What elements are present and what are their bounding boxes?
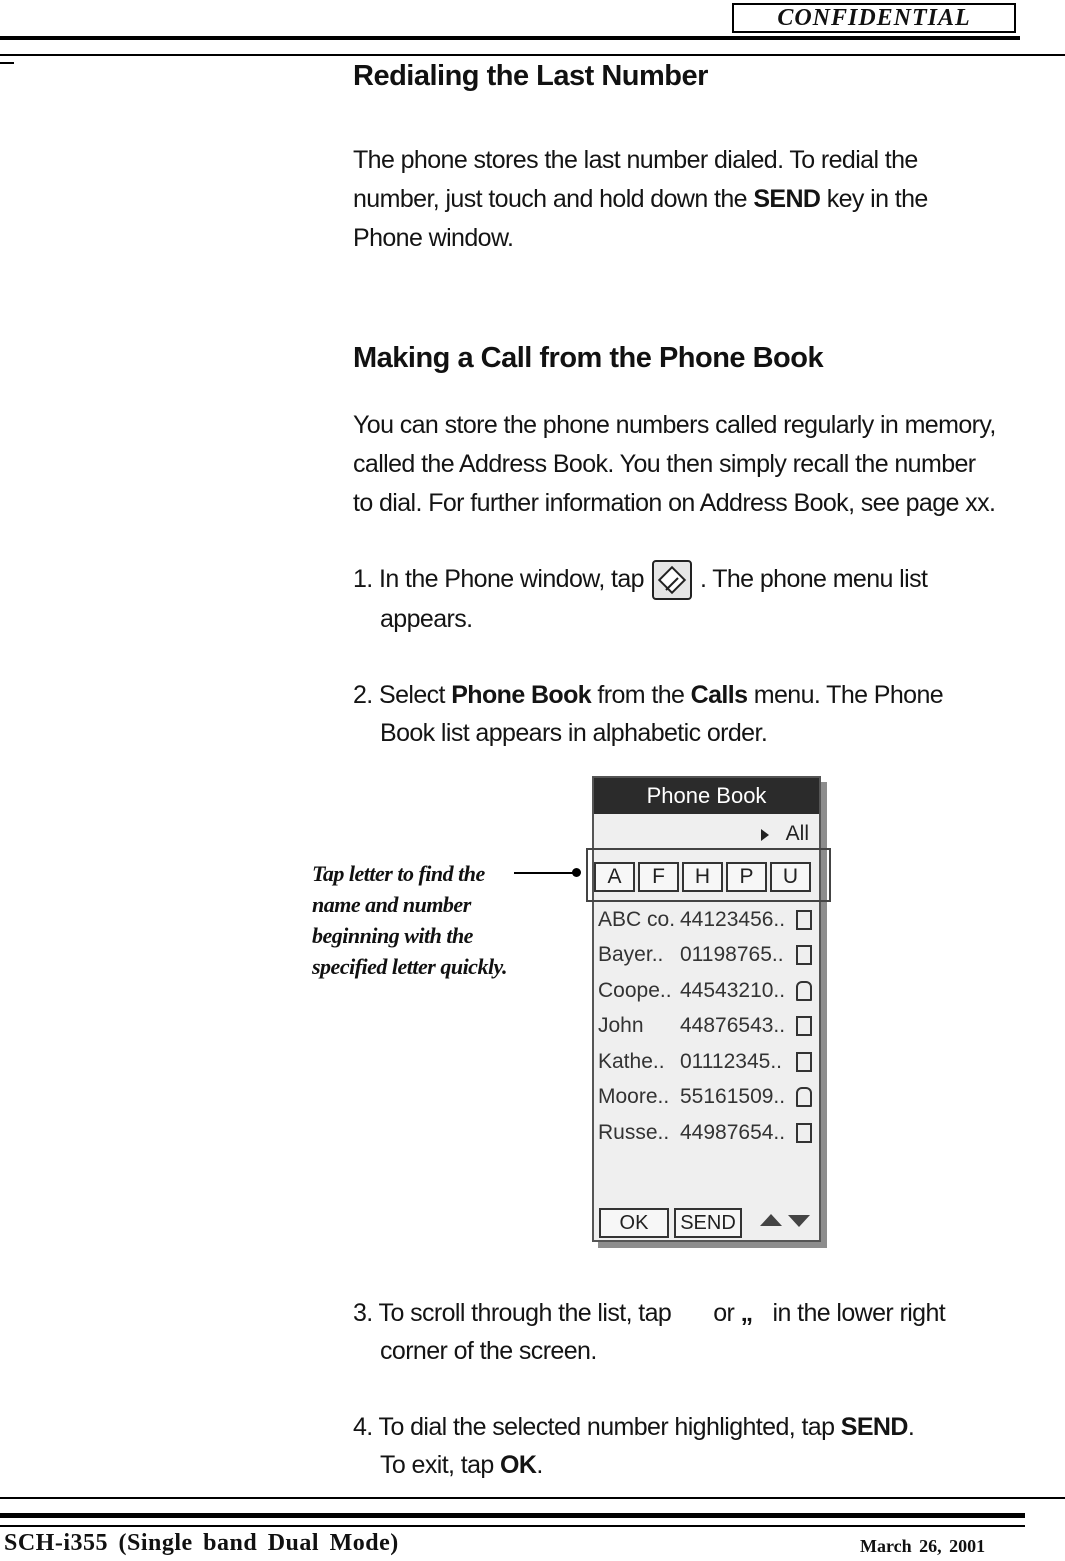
footer-rule	[0, 1513, 1025, 1518]
mobile-icon	[796, 945, 812, 965]
section-title-redial: Redialing the Last Number	[353, 60, 708, 92]
contact-row[interactable]: Moore.. 55161509..	[598, 1080, 818, 1116]
header-rule	[0, 36, 1020, 40]
office-icon	[796, 1123, 812, 1143]
margin-tick	[0, 62, 14, 64]
office-icon	[796, 1016, 812, 1036]
contact-row[interactable]: Kathe.. 01112345..	[598, 1044, 818, 1080]
phonebook-title: Phone Book	[594, 778, 819, 814]
contact-row[interactable]: Russe.. 44987654..	[598, 1115, 818, 1151]
phonebook-paragraph: You can store the phone numbers called regularly in memory, called the Address Book. You then simply recall the number to dial. For further information on Address Book, see page xx.	[353, 411, 996, 517]
letter-index-highlight	[586, 848, 831, 902]
callout-dot	[572, 868, 581, 877]
phonebook-screen	[592, 776, 821, 1242]
section-title-phonebook: Making a Call from the Phone Book	[353, 342, 824, 374]
filter-arrow-icon[interactable]	[761, 829, 769, 841]
footer-rule-thin	[0, 1497, 1065, 1499]
menu-icon	[652, 560, 692, 600]
redial-paragraph: The phone stores the last number dialed. To redial the number, just touch and hold down the SEND key in the Phone window.	[353, 146, 928, 252]
scroll-down-icon[interactable]	[788, 1215, 810, 1227]
home-icon	[796, 1087, 812, 1107]
confidential-stamp: CONFIDENTIAL	[732, 3, 1016, 33]
contact-row[interactable]: ABC co. 44123456..	[598, 902, 818, 938]
header-rule-thin	[0, 54, 1065, 56]
contact-list	[598, 902, 818, 1151]
contact-row[interactable]: John 44876543..	[598, 1009, 818, 1045]
footer-date: March 26, 2001	[860, 1536, 986, 1556]
send-button[interactable]: SEND	[674, 1208, 742, 1238]
mobile-icon	[796, 1052, 812, 1072]
home-icon	[796, 981, 812, 1001]
footer-model: SCH-i355 (Single band Dual Mode)	[4, 1530, 399, 1556]
filter-dropdown[interactable]: All	[785, 822, 809, 845]
contact-row[interactable]: Bayer.. 01198765..	[598, 938, 818, 974]
ok-button[interactable]: OK	[599, 1208, 669, 1238]
step-4: 4. To dial the selected number highlighted, tap SEND. To exit, tap OK.	[353, 1413, 915, 1479]
step-1: 1. In the Phone window, tap . The phone menu list appears.	[353, 560, 1013, 638]
step-2: 2. Select Phone Book from the Calls menu. The Phone Book list appears in alphabetic order.	[353, 681, 944, 747]
letter-button-u[interactable]: U	[770, 862, 811, 892]
callout-leader-line	[514, 872, 576, 874]
footer-rule-lower	[0, 1525, 1025, 1527]
step-3: 3. To scroll through the list, tap or „ in the lower right corner of the screen.	[353, 1299, 946, 1365]
letter-button-f[interactable]: F	[638, 862, 679, 892]
letter-button-h[interactable]: H	[682, 862, 723, 892]
letter-callout: Tap letter to find the name and number beginning with the specified letter quickly.	[312, 861, 508, 979]
office-icon	[796, 910, 812, 930]
contact-row[interactable]: Coope.. 44543210..	[598, 973, 818, 1009]
letter-button-a[interactable]: A	[594, 862, 635, 892]
scroll-up-icon[interactable]	[760, 1214, 782, 1226]
letter-button-p[interactable]: P	[726, 862, 767, 892]
